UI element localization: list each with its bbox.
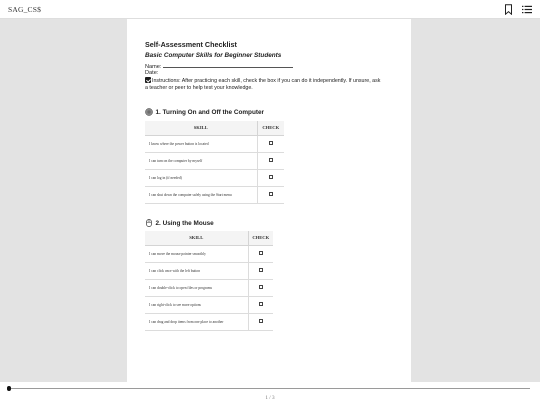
check-cell bbox=[248, 296, 273, 313]
document-viewer[interactable] bbox=[0, 19, 540, 382]
date-label: Date: bbox=[145, 70, 159, 76]
instructions-text bbox=[145, 77, 383, 91]
check-cell bbox=[257, 135, 284, 152]
checkbox[interactable] bbox=[269, 158, 273, 162]
skill-cell: I can right-click to see more options bbox=[145, 296, 248, 313]
check-cell bbox=[257, 152, 284, 169]
table-row bbox=[145, 313, 273, 330]
table-row bbox=[145, 169, 284, 186]
table-row bbox=[145, 296, 273, 313]
skill-cell: I can shut down the computer safely using the Start menu bbox=[145, 186, 257, 203]
checkbox[interactable] bbox=[269, 192, 273, 196]
mouse-icon bbox=[145, 219, 153, 227]
page-progress-slider[interactable] bbox=[9, 388, 530, 389]
name-field-row bbox=[145, 63, 293, 70]
table-row bbox=[145, 186, 284, 203]
name-underline bbox=[163, 63, 293, 68]
power-disc-icon bbox=[145, 108, 153, 116]
page-title: Self-Assessment Checklist bbox=[145, 40, 237, 49]
check-column-header: CHECK bbox=[257, 121, 284, 135]
checkbox[interactable] bbox=[259, 251, 263, 255]
skill-cell: I can drag and drop items from one place to another bbox=[145, 313, 248, 330]
section-heading-mouse bbox=[145, 219, 214, 227]
table-row bbox=[145, 279, 273, 296]
checkbox[interactable] bbox=[259, 319, 263, 323]
table-row bbox=[145, 245, 273, 262]
skill-cell: I can move the mouse pointer smoothly bbox=[145, 245, 248, 262]
bookmark-icon[interactable] bbox=[504, 4, 513, 15]
checkbox[interactable] bbox=[259, 285, 263, 289]
check-cell bbox=[257, 169, 284, 186]
check-column-header: CHECK bbox=[248, 231, 273, 245]
skill-cell: I can click once with the left button bbox=[145, 262, 248, 279]
check-cell bbox=[248, 262, 273, 279]
date-field-row bbox=[145, 70, 158, 76]
table-row bbox=[145, 152, 284, 169]
bottom-toolbar bbox=[0, 382, 540, 405]
checkbox[interactable] bbox=[259, 302, 263, 306]
skill-column-header: SKILL bbox=[145, 121, 257, 135]
mouse-skills-table bbox=[145, 231, 273, 331]
skill-cell: I know where the power button is located bbox=[145, 135, 257, 152]
check-cell bbox=[248, 279, 273, 296]
instructions-body: Instructions: After practicing each skill, check the box if you can do it independently. If unsure, ask a teacher or peer to help test your knowledge. bbox=[145, 78, 381, 91]
top-toolbar bbox=[0, 0, 540, 19]
document-page bbox=[127, 19, 411, 382]
skill-column-header: SKILL bbox=[145, 231, 248, 245]
checkbox[interactable] bbox=[269, 175, 273, 179]
skill-cell: I can log in (if needed) bbox=[145, 169, 257, 186]
checkbox[interactable] bbox=[269, 141, 273, 145]
section-heading-text: 1. Turning On and Off the Computer bbox=[155, 108, 265, 116]
skill-cell: I can double-click to open files or programs bbox=[145, 279, 248, 296]
list-menu-icon[interactable] bbox=[522, 5, 532, 14]
name-label: Name: bbox=[145, 64, 162, 70]
page-indicator: 1 / 3 bbox=[265, 395, 275, 401]
check-cell bbox=[257, 186, 284, 203]
page-subtitle: Basic Computer Skills for Beginner Students bbox=[145, 52, 282, 59]
section-heading-power bbox=[145, 108, 264, 116]
page-progress-handle[interactable] bbox=[7, 386, 12, 391]
checkbox[interactable] bbox=[259, 268, 263, 272]
document-title-label: SAG_CS$ bbox=[8, 5, 42, 14]
section-heading-text: 2. Using the Mouse bbox=[155, 219, 214, 227]
checked-box-icon bbox=[145, 77, 151, 83]
check-cell bbox=[248, 245, 273, 262]
power-skills-table bbox=[145, 121, 284, 204]
check-cell bbox=[248, 313, 273, 330]
skill-cell: I can turn on the computer by myself bbox=[145, 152, 257, 169]
table-row bbox=[145, 262, 273, 279]
table-row bbox=[145, 135, 284, 152]
